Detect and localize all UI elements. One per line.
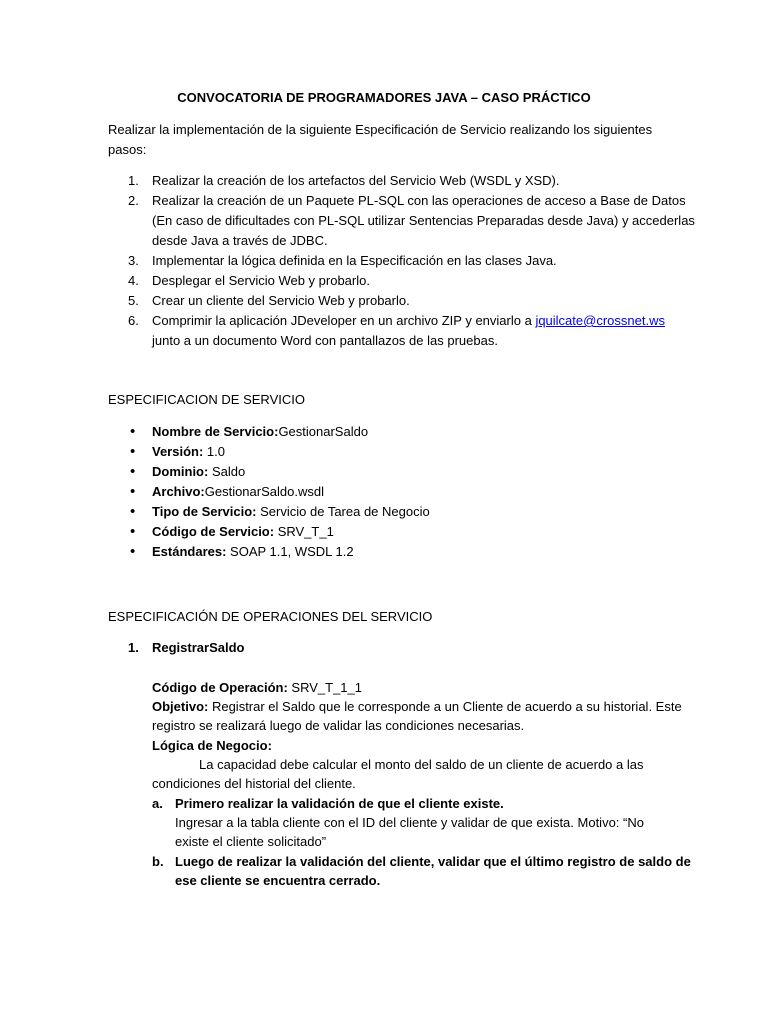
list-item: • Estándares: SOAP 1.1, WSDL 1.2 [130,543,354,560]
spec-list [130,422,430,562]
operations-heading: ESPECIFICACIÓN DE OPERACIONES DEL SERVICIO [108,609,433,624]
list-item: 5. Crear un cliente del Servicio Web y probarlo. [128,293,410,308]
intro-line-1: Realizar la implementación de la siguiente Especificación de Servicio realizando los siguientes [108,122,653,137]
list-item: 4. Desplegar el Servicio Web y probarlo. [128,273,370,288]
list-item: • Tipo de Servicio: Servicio de Tarea de Negocio [130,503,430,520]
operation-objective: Objetivo: Registrar el Saldo que le corresponde a un Cliente de acuerdo a su historial. Este [152,699,682,714]
list-item: • Archivo:GestionarSaldo.wsdl [130,483,324,500]
bullet-icon: • [130,523,136,540]
list-item: • Nombre de Servicio:GestionarSaldo [130,423,369,440]
business-logic-line-1: La capacidad debe calcular el monto del saldo de un cliente de acuerdo a las [199,757,644,772]
intro-line-2: pasos: [108,142,147,157]
list-item: 1. Realizar la creación de los artefactos del Servicio Web (WSDL y XSD). [128,173,560,188]
document-title: CONVOCATORIA DE PROGRAMADORES JAVA – CASO PRÁCTICO [177,90,591,105]
email-link[interactable]: jquilcate@crossnet.ws [535,313,665,328]
substep-a-line-2: existe el cliente solicitado” [175,834,327,849]
list-item: • Dominio: Saldo [130,463,246,480]
spec-heading: ESPECIFICACION DE SERVICIO [108,392,305,407]
substep-b-line-1: Luego de realizar la validación del cliente, validar que el último registro de saldo de [175,854,691,869]
substep-letter-a: a. [152,796,163,811]
bullet-icon: • [130,423,136,440]
list-item: 3. Implementar la lógica definida en la Especificación en las clases Java. [128,253,557,268]
list-item: • Código de Servicio: SRV_T_1 [130,523,334,540]
steps-list [128,171,695,351]
operation-name: RegistrarSaldo [152,640,245,655]
business-logic-line-2: condiciones del historial del cliente. [152,776,356,791]
business-logic-label: Lógica de Negocio: [152,738,272,753]
list-item: • Versión: 1.0 [130,443,225,460]
substep-a-line-1: Ingresar a la tabla cliente con el ID del cliente y validar de que exista. Motivo: “No [175,815,644,830]
bullet-icon: • [130,483,136,500]
bullet-icon: • [130,543,136,560]
list-item: 6. Comprimir la aplicación JDeveloper en un archivo ZIP y enviarlo a jquilcate@crossnet.ws junto a un documento Word con pantallazos de las pruebas. [128,313,665,348]
bullet-icon: • [130,503,136,520]
bullet-icon: • [130,443,136,460]
list-item: 2. Realizar la creación de un Paquete PL-SQL con las operaciones de acceso a Base de Datos (En caso de dificultades con PL-SQL utilizar Sentencias Preparadas desde Java) y accederlas desde Java a través de JDBC. [128,193,695,248]
substep-b-line-2: ese cliente se encuentra cerrado. [175,873,381,888]
operation-number: 1. [128,640,139,655]
substep-a-title: Primero realizar la validación de que el cliente existe. [175,796,504,811]
substep-letter-b: b. [152,854,164,869]
operation-code: Código de Operación: SRV_T_1_1 [152,680,362,695]
bullet-icon: • [130,463,136,480]
operation-objective-line-2: registro se realizará luego de validar las condiciones necesarias. [152,718,525,733]
